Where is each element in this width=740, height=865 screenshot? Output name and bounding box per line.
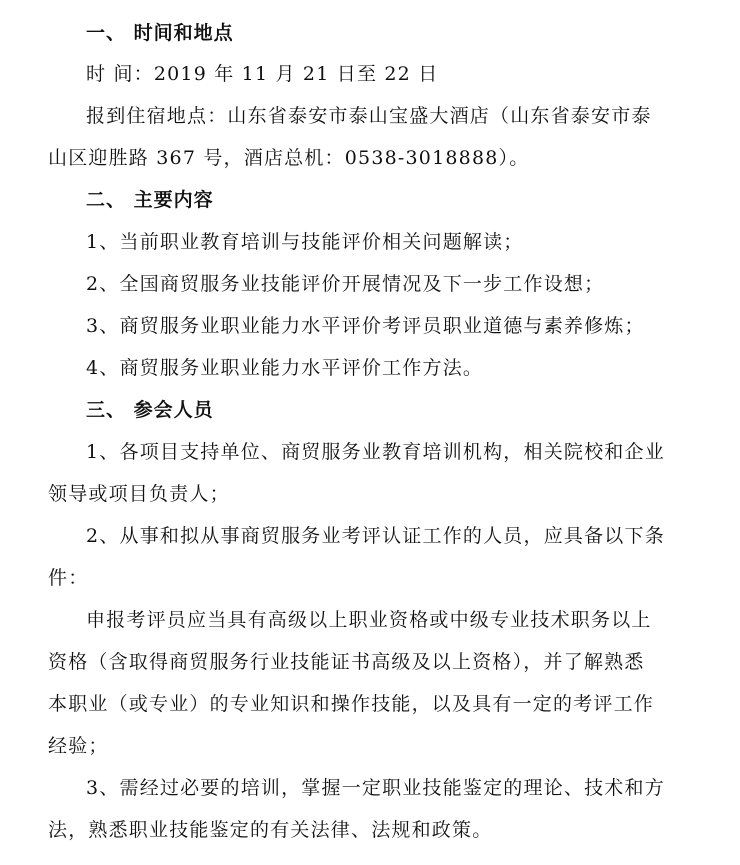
venue-line-2: 山区迎胜路 367 号，酒店总机：0538-3018888）。 bbox=[48, 147, 530, 169]
training-line-1: 3、需经过必要的培训，掌握一定职业技能鉴定的理论、技术和方 bbox=[86, 777, 665, 799]
training-line-2: 法，熟悉职业技能鉴定的有关法律、法规和政策。 bbox=[48, 819, 493, 841]
content-item-3: 3、商贸服务业职业能力水平评价考评员职业道德与素养修炼； bbox=[86, 315, 645, 337]
venue-line-1: 报到住宿地点：山东省泰安市泰山宝盛大酒店（山东省泰安市泰 bbox=[86, 105, 652, 127]
time-line: 时 间：2019 年 11 月 21 日至 22 日 bbox=[86, 63, 439, 85]
content-item-4: 4、商贸服务业职业能力水平评价工作方法。 bbox=[86, 357, 484, 379]
attendee-para-1-line-2: 领导或项目负责人； bbox=[48, 483, 230, 505]
requirement-line-4: 经验； bbox=[48, 735, 109, 757]
section-heading-time-place: 一、 时间和地点 bbox=[86, 22, 234, 44]
requirement-line-2: 资格（含取得商贸服务行业技能证书高级及以上资格），并了解熟悉 bbox=[48, 651, 645, 673]
requirement-line-3: 本职业（或专业）的专业知识和操作技能，以及具有一定的考评工作 bbox=[48, 693, 655, 715]
section-heading-main-content: 二、 主要内容 bbox=[86, 189, 214, 211]
content-item-1: 1、当前职业教育培训与技能评价相关问题解读； bbox=[86, 231, 524, 253]
attendee-para-1-line-1: 1、各项目支持单位、商贸服务业教育培训机构，相关院校和企业 bbox=[86, 441, 665, 463]
attendee-para-2-line-2: 件： bbox=[48, 567, 89, 589]
attendee-para-2-line-1: 2、从事和拟从事商贸服务业考评认证工作的人员，应具备以下条 bbox=[86, 525, 665, 547]
content-item-2: 2、全国商贸服务业技能评价开展情况及下一步工作设想； bbox=[86, 273, 605, 295]
requirement-line-1: 申报考评员应当具有高级以上职业资格或中级专业技术职务以上 bbox=[86, 609, 652, 631]
section-heading-attendees: 三、 参会人员 bbox=[86, 399, 214, 421]
